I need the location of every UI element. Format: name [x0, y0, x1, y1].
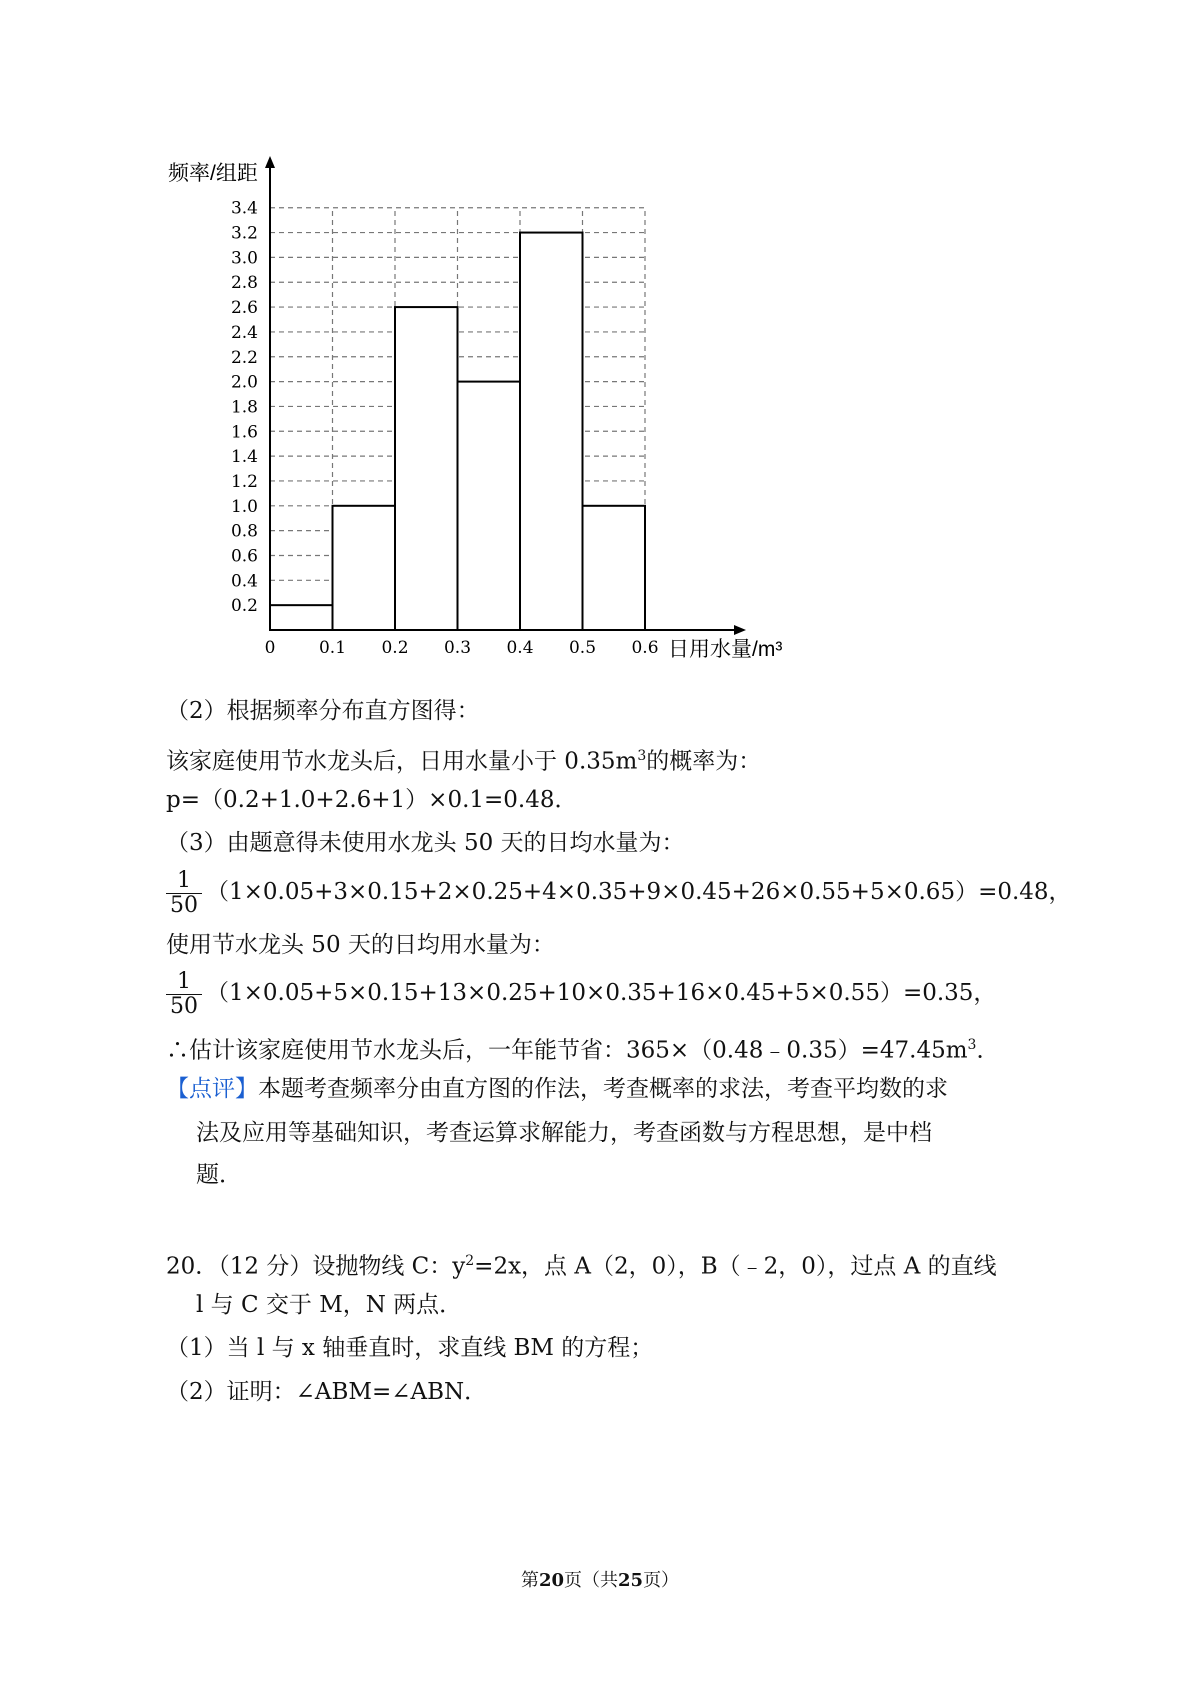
footer-text: 页（共 [564, 1570, 618, 1591]
y-tick-label: 1.8 [230, 397, 258, 418]
comment-line-1 [166, 1074, 948, 1104]
question-20-part-2 [166, 1377, 487, 1407]
y-tick-label: 3.4 [230, 198, 258, 219]
x-tick-label: 0.5 [568, 638, 597, 658]
y-tick-label: 1.2 [230, 471, 258, 492]
superscript: 3 [967, 1037, 977, 1053]
comment-line-3 [196, 1160, 242, 1190]
text-part: （2）证明：∠ABM=∠ABN． [166, 1379, 488, 1405]
histogram-bar [458, 382, 521, 630]
fraction-denominator: 50 [170, 892, 198, 918]
x-tick-label: 0.3 [443, 638, 472, 658]
y-tick-labels [231, 199, 258, 616]
y-tick-label: 2.4 [230, 322, 258, 343]
fraction-numerator: 1 [166, 869, 202, 894]
y-tick-label: 2.0 [230, 372, 258, 393]
page-total: 25 [618, 1570, 644, 1591]
fraction-numerator: 1 [166, 970, 202, 995]
text-part: 题． [196, 1162, 242, 1188]
footer-text: 第 [520, 1570, 539, 1591]
x-tick-labels [265, 638, 659, 658]
comment-line-2 [196, 1118, 932, 1148]
y-axis-label: 频率/组距 [168, 162, 258, 185]
text-part: 本题考查频率分由直方图的作法，考查概率的求法，考查平均数的求 [258, 1076, 948, 1102]
text-part: （1×0.05+5×0.15+13×0.25+10×0.35+16×0.45+5×0.55）=0.35， [206, 980, 997, 1006]
y-tick-label: 1.6 [230, 422, 258, 443]
superscript: 2 [465, 1253, 475, 1269]
y-tick-label: 3.0 [230, 248, 258, 269]
solution-line-conclusion [166, 1030, 999, 1066]
question-20-line-2 [196, 1290, 462, 1320]
text-part: （3）由题意得未使用水龙头 50 天的日均水量为： [166, 830, 685, 856]
solution-line-avg-before [166, 868, 1072, 918]
x-tick-label: 0.2 [381, 638, 409, 658]
solution-line-after-intro [166, 930, 555, 960]
text-part: （1）当 l 与 x 轴垂直时，求直线 BM 的方程； [166, 1335, 654, 1361]
y-tick-label: 0.2 [230, 596, 258, 617]
text-part: 法及应用等基础知识，考查运算求解能力，考查函数与方程思想，是中档 [196, 1120, 932, 1146]
text-part: 使用节水龙头 50 天的日均用水量为： [166, 932, 555, 958]
text-part: ∴估计该家庭使用节水龙头后，一年能节省：365×（0.48﹣0.35）=47.45m [166, 1037, 968, 1064]
histogram-bar [333, 506, 396, 630]
y-tick-label: 2.2 [230, 347, 258, 368]
y-tick-label: 2.6 [230, 298, 258, 319]
histogram-bar [520, 233, 583, 630]
x-axis-label: 日用水量/m³ [668, 638, 783, 661]
y-tick-label: 3.2 [230, 223, 258, 244]
text-part: 的概率为： [646, 748, 762, 775]
superscript: 3 [637, 748, 647, 764]
text-part: 20．（12 分）设抛物线 C：y [166, 1253, 466, 1280]
solution-line-probability [166, 741, 761, 777]
question-20-line-1 [166, 1246, 997, 1282]
y-tick-label: 0.8 [230, 521, 258, 542]
y-axis-arrow [265, 156, 275, 168]
y-tick-label: 1.4 [230, 447, 258, 468]
y-tick-label: 2.8 [230, 273, 258, 294]
y-tick-label: 0.4 [230, 571, 258, 592]
text-part: 该家庭使用节水龙头后，日用水量小于 0.35m [166, 748, 638, 775]
text-part: p=（0.2+1.0+2.6+1）×0.1=0.48． [166, 787, 578, 813]
x-axis-arrow [734, 625, 746, 635]
solution-line-3 [166, 828, 685, 858]
text-part: （1×0.05+3×0.15+2×0.25+4×0.35+9×0.45+26×0.55+5×0.65）=0.48， [206, 879, 1072, 905]
histogram-bar [270, 605, 333, 630]
solution-line-avg-after [166, 969, 996, 1019]
histogram-chart [150, 150, 790, 675]
x-tick-label: 0.4 [506, 638, 534, 658]
footer-text: 页） [643, 1570, 680, 1591]
solution-line-p [166, 785, 578, 815]
fraction-denominator: 50 [170, 993, 198, 1019]
text-part: l 与 C 交于 M，N 两点． [196, 1292, 463, 1318]
text-part: （2）根据频率分布直方图得： [166, 698, 480, 724]
fraction [166, 970, 202, 1019]
histogram-bar [395, 307, 458, 630]
page-footer [0, 1566, 1200, 1592]
x-tick-label: 0.6 [631, 638, 659, 658]
page-number: 20 [538, 1570, 564, 1591]
text-part: =2x，点 A（2，0），B（﹣2，0），过点 A 的直线 [474, 1253, 997, 1280]
y-tick-label: 0.6 [230, 546, 258, 567]
x-tick-label: 0 [264, 638, 276, 658]
text-part: ． [976, 1037, 1000, 1064]
solution-line-2 [166, 696, 480, 726]
x-tick-label: 0.1 [318, 638, 347, 658]
comment-tag: 【点评】 [166, 1076, 258, 1102]
y-tick-label: 1.0 [230, 496, 258, 517]
histogram-bar [583, 506, 646, 630]
fraction [166, 869, 202, 918]
question-20-part-1 [166, 1333, 653, 1363]
